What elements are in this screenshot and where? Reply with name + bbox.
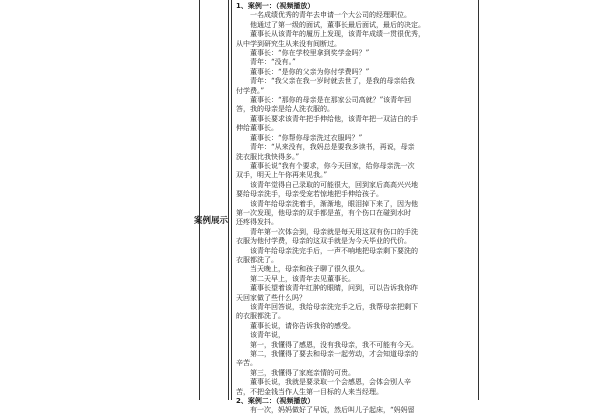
case1-line: 衣服都洗了。 [236, 255, 278, 264]
case1-line: 的衣服都洗了。 [236, 312, 285, 321]
case1-line: 苦，不把金钱当作人生第一目标的人来当经理。 [236, 387, 383, 396]
case1-line: 该青年说， [250, 331, 285, 340]
case1-line: 答，我的母亲是给人洗衣服的。 [236, 105, 334, 114]
case1-line: 董事长要求该青年把手伸给他，该青年把一双洁白的手 [250, 114, 418, 123]
case1-line: 该青年回答说，我给母亲洗完手之后，我帮母亲把剩下 [250, 303, 418, 311]
case1-line: 董事长：“你在学校里拿到奖学金吗？” [250, 49, 370, 58]
case1-line: 要给母亲洗手，母亲受宠若惊地把手伸给孩子。 [236, 190, 383, 199]
case1-line: 伸给董事长。 [236, 124, 278, 133]
case1-line: 衣服为他付学费，母亲的这双手就是为今天毕业的代价。 [236, 237, 411, 246]
case2-heading: 2、案例二：（视频播放） [236, 397, 315, 406]
label-column [194, 0, 229, 400]
case1-line: 天回家做了些什么吗？ [236, 293, 306, 302]
case1-heading: 1、案例一：（视频播放） [236, 2, 315, 10]
case1-line: 他通过了第一级的面试，董事长最后面试，最后的决定。 [250, 20, 425, 29]
case1-line: 该青年觉得自己录取的可能很大，回到家后高高兴兴地 [250, 180, 418, 189]
case1-line: 该青年给母亲洗完手后，一声不响地把母亲剩下要洗的 [250, 246, 418, 255]
case1-line: 董事长从该青年的履历上发现，该青年成绩一贯很优秀， [250, 30, 425, 39]
case1-line: 董事长说“我有个要求，你今天回家，给你母亲洗一次 [250, 161, 415, 170]
case1-line: 第一，我懂得了感恩，没有我母亲，我不可能有今天。 [250, 340, 418, 349]
section-label: 案例展示 [194, 216, 229, 226]
case1-line: 一名成绩优秀的青年去申请一个大公司的经理职位。 [250, 11, 411, 20]
case1-line: 董事长望着该青年红肿的眼睛，问到，可以告诉我你昨 [250, 284, 418, 293]
case1-line: 董事长说，请你告诉我你的感受。 [250, 321, 355, 330]
case1-line: 辛苦。 [236, 359, 257, 368]
case1-line: 青年第一次体会到，母亲就是每天用这双有伤口的手洗 [250, 227, 418, 236]
case1-line: 当天晚上，母亲和孩子聊了很久很久。 [250, 265, 369, 274]
case1-line: 付学费。” [236, 86, 265, 95]
case1-line: 青年：“我父亲在我一岁时就去世了，是我的母亲给我 [250, 77, 415, 86]
case1-line: 董事长：“你帮你母亲洗过衣服吗？” [250, 133, 363, 142]
content-cell [236, 2, 476, 415]
case1-line: 该青年给母亲洗着手，渐渐地，眼泪掉下来了，因为他 [250, 199, 418, 208]
case1-line: 双手，明天上午你再来见我。” [236, 171, 328, 180]
case2-line: 有一次，妈妈做好了早饭，然后叫儿子起床，“妈妈留 [250, 406, 415, 415]
case1-line: 还疼得发抖。 [236, 218, 278, 227]
case1-line: 从中学到研究生从来没有间断过。 [236, 39, 341, 48]
case1-line: 第一次发现，他母亲的双手都是茧，有个伤口在碰到水时 [236, 208, 411, 217]
table-frame [194, 0, 479, 415]
case1-line: 第二天早上，该青年去见董事长。 [250, 274, 355, 283]
case1-line: 洗衣服比我快得多。” [236, 152, 300, 161]
case1-line: 第三，我懂得了家庭亲情的可贵。 [250, 368, 355, 377]
case1-line: 董事长：“是你的父亲为你付学费吗？” [250, 67, 370, 76]
case1-line: 青年：“从来没有，我妈总是要我多读书，再说，母亲 [250, 143, 415, 152]
case1-line: 青年：“没有。” [250, 58, 296, 67]
case1-line: 第二，我懂得了要去和母亲一起劳动，才会知道母亲的 [250, 350, 418, 359]
column-divider [231, 0, 232, 400]
case1-line: 董事长说，我就是要录取一个会感恩，会体会别人辛 [250, 378, 411, 387]
case1-line: 董事长：“那你的母亲是在那家公司高就？”该青年回 [250, 96, 412, 105]
